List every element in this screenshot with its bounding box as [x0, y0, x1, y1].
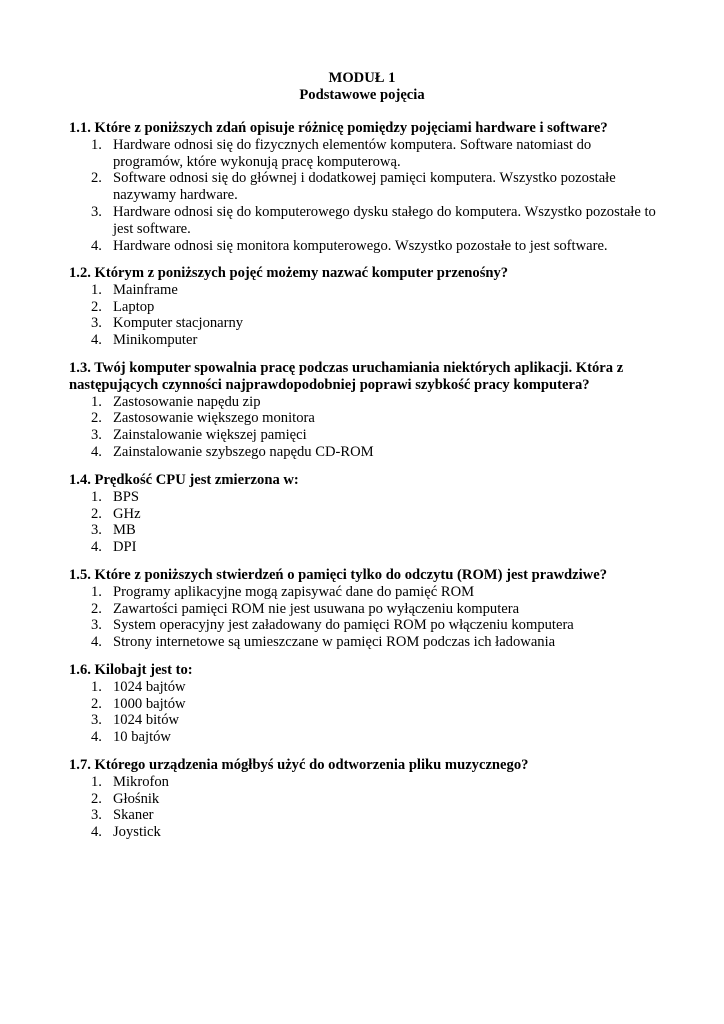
answer-option: 1. Mikrofon — [91, 773, 169, 790]
question-title: 1.7. Którego urządzenia mógłbyś użyć do odtworzenia pliku muzycznego? — [69, 757, 529, 773]
answer-option: 3. Zainstalowanie większej pamięci — [91, 427, 307, 444]
answer-list — [69, 282, 659, 349]
answer-option: 4. Minikomputer — [91, 332, 198, 349]
answer-list — [69, 584, 659, 651]
answer-list — [69, 137, 659, 255]
question-title: 1.4. Prędkość CPU jest zmierzona w: — [69, 472, 299, 488]
answer-option: 3. System operacyjny jest załadowany do pamięci ROM po włączeniu komputera — [91, 617, 574, 634]
answer-option: 4. 10 bajtów — [91, 729, 171, 746]
answer-list — [69, 489, 659, 556]
question-1-2 — [69, 265, 659, 349]
answer-option: 2. Laptop — [91, 298, 155, 315]
answer-option: 4. Strony internetowe są umieszczane w pamięci ROM podczas ich ładowania — [91, 634, 556, 651]
answer-option: 3. Komputer stacjonarny — [91, 315, 244, 332]
question-title: 1.5. Które z poniższych stwierdzeń o pamięci tylko do odczytu (ROM) jest prawdziwe? — [69, 567, 607, 583]
answer-option: 4. Hardware odnosi się monitora komputerowego. Wszystko pozostałe to jest software. — [91, 237, 608, 254]
answer-option: 1. Programy aplikacyjne mogą zapisywać dane do pamięć ROM — [91, 583, 475, 600]
answer-option: 3. 1024 bitów — [91, 712, 180, 729]
answer-option: 1. Mainframe — [91, 281, 178, 298]
question-title: 1.2. Którym z poniższych pojęć możemy nazwać komputer przenośny? — [69, 265, 509, 281]
question-title: 1.1. Które z poniższych zdań opisuje różnicę pomiędzy pojęciami hardware i software? — [69, 120, 608, 136]
answer-list — [69, 774, 659, 841]
answer-list — [69, 394, 659, 461]
answer-option: 2. Głośnik — [91, 790, 160, 807]
module-title: MODUŁ 1 — [328, 70, 396, 86]
answer-list — [69, 679, 659, 746]
answer-option: 2. Zastosowanie większego monitora — [91, 410, 315, 427]
question-title: 1.6. Kilobajt jest to: — [69, 662, 193, 678]
question-1-3 — [69, 360, 659, 461]
answer-option: 2. GHz — [91, 505, 141, 522]
answer-option: 3. Hardware odnosi się do komputerowego dysku stałego do komputera. Wszystko pozostałe to jest software. — [91, 203, 656, 237]
answer-option: 1. BPS — [91, 488, 139, 505]
question-1-4 — [69, 472, 659, 556]
answer-option: 2. Software odnosi się do głównej i dodatkowej pamięci komputera. Wszystko pozostałe nazywamy hardware. — [91, 170, 616, 204]
answer-option: 4. Zainstalowanie szybszego napędu CD-ROM — [91, 443, 374, 460]
answer-option: 4. Joystick — [91, 824, 161, 841]
module-subtitle: Podstawowe pojęcia — [299, 87, 425, 103]
answer-option: 4. DPI — [91, 539, 137, 556]
question-title: 1.3. Twój komputer spowalnia pracę podczas uruchamiania niektórych aplikacji. Która z następujących czynności najprawdopodobniej poprawi szybkość pracy komputera? — [69, 360, 624, 393]
answer-option: 1. Zastosowanie napędu zip — [91, 393, 261, 410]
question-1-5 — [69, 567, 659, 651]
answer-option: 1. 1024 bajtów — [91, 678, 186, 695]
answer-option: 2. Zawartości pamięci ROM nie jest usuwana po wyłączeniu komputera — [91, 600, 520, 617]
question-1-6 — [69, 662, 659, 746]
answer-option: 3. Skaner — [91, 807, 154, 824]
answer-option: 2. 1000 bajtów — [91, 695, 186, 712]
answer-option: 1. Hardware odnosi się do fizycznych elementów komputera. Software natomiast do programów, które wykonują pracę komputerową. — [91, 136, 592, 170]
question-1-1 — [69, 120, 659, 254]
document-header — [0, 70, 724, 104]
question-1-7 — [69, 757, 659, 841]
answer-option: 3. MB — [91, 522, 136, 539]
